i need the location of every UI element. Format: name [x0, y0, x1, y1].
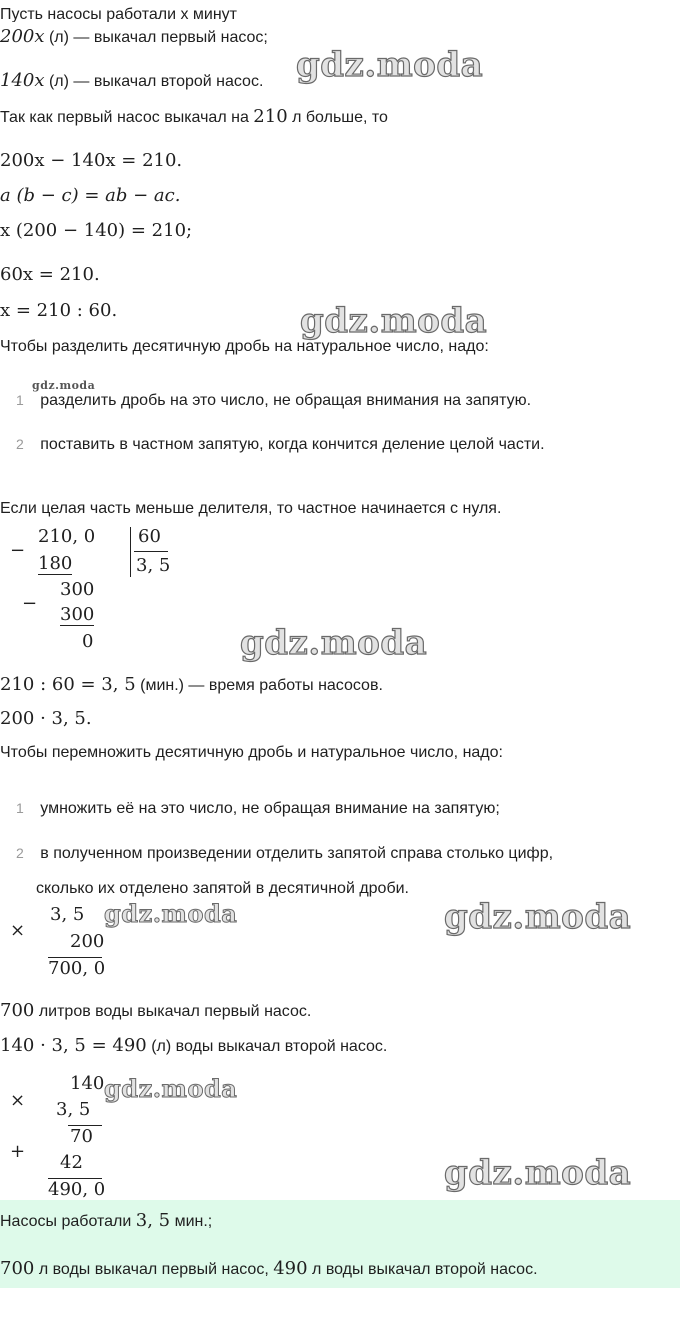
division-divisor-line: [134, 551, 168, 552]
answer-math-b1: 700: [0, 1258, 35, 1279]
division-subtrahend-2: 300: [60, 604, 95, 625]
clipped-intro-line: [0, 0, 680, 22]
rule-division-heading: Чтобы разделить десятичную дробь на натуральное число, надо:: [0, 338, 489, 355]
division-remainder-1: 300: [60, 579, 95, 600]
equation-distributive: a (b − c) = ab − ac.: [0, 185, 181, 206]
step-text: в полученном произведении отделить запятой справа столько цифр,: [40, 845, 554, 862]
mult2-result: 490, 0: [48, 1179, 106, 1200]
step-text: поставить в частном запятую, когда кончится деление целой части.: [40, 436, 545, 453]
watermark-logo: gdz.moda: [104, 1074, 238, 1103]
mult2-partial-2: 42: [60, 1152, 83, 1173]
line-first-pump: [0, 26, 268, 47]
second-result-math: 140 · 3, 5 = 490: [0, 1035, 147, 1056]
text-first-pump: (л) — выкачал первый насос;: [48, 29, 268, 46]
answer-block: [0, 1200, 680, 1288]
mult2-factor-a: 140: [70, 1073, 105, 1094]
equation-6: 200 · 3, 5.: [0, 708, 92, 729]
watermark-logo: gdz.moda: [240, 623, 428, 663]
first-result-math: 700: [0, 1000, 35, 1021]
step-number: 1: [16, 800, 24, 816]
rule-multiply-heading: Чтобы перемножить десятичную дробь и натуральное число, надо:: [0, 744, 503, 761]
mult2-partial-1: 70: [70, 1126, 93, 1147]
condition-text-b: л больше, то: [292, 109, 388, 126]
step-text: умножить её на это число, не обращая внимание на запятую;: [40, 800, 500, 817]
mult1-operator: ×: [10, 920, 26, 941]
division-subtrahend-1: 180: [38, 553, 73, 574]
equation-3: x (200 − 140) = 210;: [0, 220, 193, 241]
first-result-text: литров воды выкачал первый насос.: [38, 1003, 312, 1020]
mult2-plus: +: [10, 1141, 26, 1162]
answer-text-b1: л воды выкачал первый насос,: [38, 1261, 269, 1278]
division-quotient: 3, 5: [136, 555, 171, 576]
division-remainder-2: 0: [82, 631, 94, 652]
rule3-step2-continuation: сколько их отделено запятой в десятичной дроби.: [36, 880, 409, 897]
time-result-math: 210 : 60 = 3, 5: [0, 674, 136, 695]
watermark-logo: gdz.moda: [444, 1153, 632, 1193]
line-second-pump: [0, 70, 263, 91]
condition-text-a: Так как первый насос выкачал на: [0, 109, 249, 126]
mult1-factor-a: 3, 5: [50, 904, 85, 925]
mult2-operator: ×: [10, 1090, 26, 1111]
mult1-result: 700, 0: [48, 958, 106, 979]
answer-math-a: 3, 5: [135, 1210, 171, 1231]
second-result-text: (л) воды выкачал второй насос.: [151, 1038, 388, 1055]
math-140x: 140x: [0, 70, 45, 91]
step-number: 1: [16, 392, 24, 408]
line-time-result: [0, 674, 383, 695]
division-minus-1: −: [10, 540, 26, 561]
line-condition: [0, 106, 388, 127]
equation-5: x = 210 : 60.: [0, 300, 118, 321]
math-200x: 200x: [0, 26, 45, 47]
division-divisor: 60: [138, 526, 161, 547]
line-second-pump-result: [0, 1035, 387, 1056]
rule-zero-quotient: Если целая часть меньше делителя, то частное начинается с нуля.: [0, 500, 502, 517]
watermark-logo: gdz.moda: [444, 897, 632, 937]
answer-line-2: [0, 1258, 538, 1279]
step-number: 2: [16, 845, 24, 861]
time-result-text: (мин.) — время работы насосов.: [140, 677, 383, 694]
rule1-step1: [16, 392, 531, 410]
step-number: 2: [16, 436, 24, 452]
watermark-logo-small: gdz.moda: [32, 379, 96, 392]
answer-math-b2: 490: [273, 1258, 308, 1279]
text-second-pump: (л) — выкачал второй насос.: [48, 73, 264, 90]
condition-math: 210: [253, 106, 288, 127]
mult2-factor-b: 3, 5: [56, 1099, 91, 1120]
division-dividend: 210, 0: [38, 526, 96, 547]
step-text: разделить дробь на это число, не обращая внимания на запятую.: [40, 392, 532, 409]
answer-text-a: Насосы работали: [0, 1213, 132, 1230]
rule3-step1: [16, 800, 500, 818]
rule1-step2: [16, 436, 545, 454]
watermark-logo: gdz.moda: [104, 899, 238, 928]
equation-4: 60x = 210.: [0, 264, 100, 285]
mult1-factor-b: 200: [70, 931, 105, 952]
watermark-logo: gdz.moda: [300, 301, 488, 341]
division-bar: [130, 527, 131, 577]
rule3-step2: [16, 845, 553, 863]
division-minus-2: −: [22, 593, 38, 614]
answer-unit-a: мин.;: [174, 1213, 213, 1230]
intro-text: Пусть насосы работали x минут: [0, 6, 238, 22]
watermark-logo: gdz.moda: [296, 45, 484, 85]
line-first-pump-result: [0, 1000, 311, 1021]
answer-text-b2: л воды выкачал второй насос.: [312, 1261, 538, 1278]
equation-1: 200x − 140x = 210.: [0, 150, 183, 171]
answer-line-1: [0, 1210, 212, 1231]
